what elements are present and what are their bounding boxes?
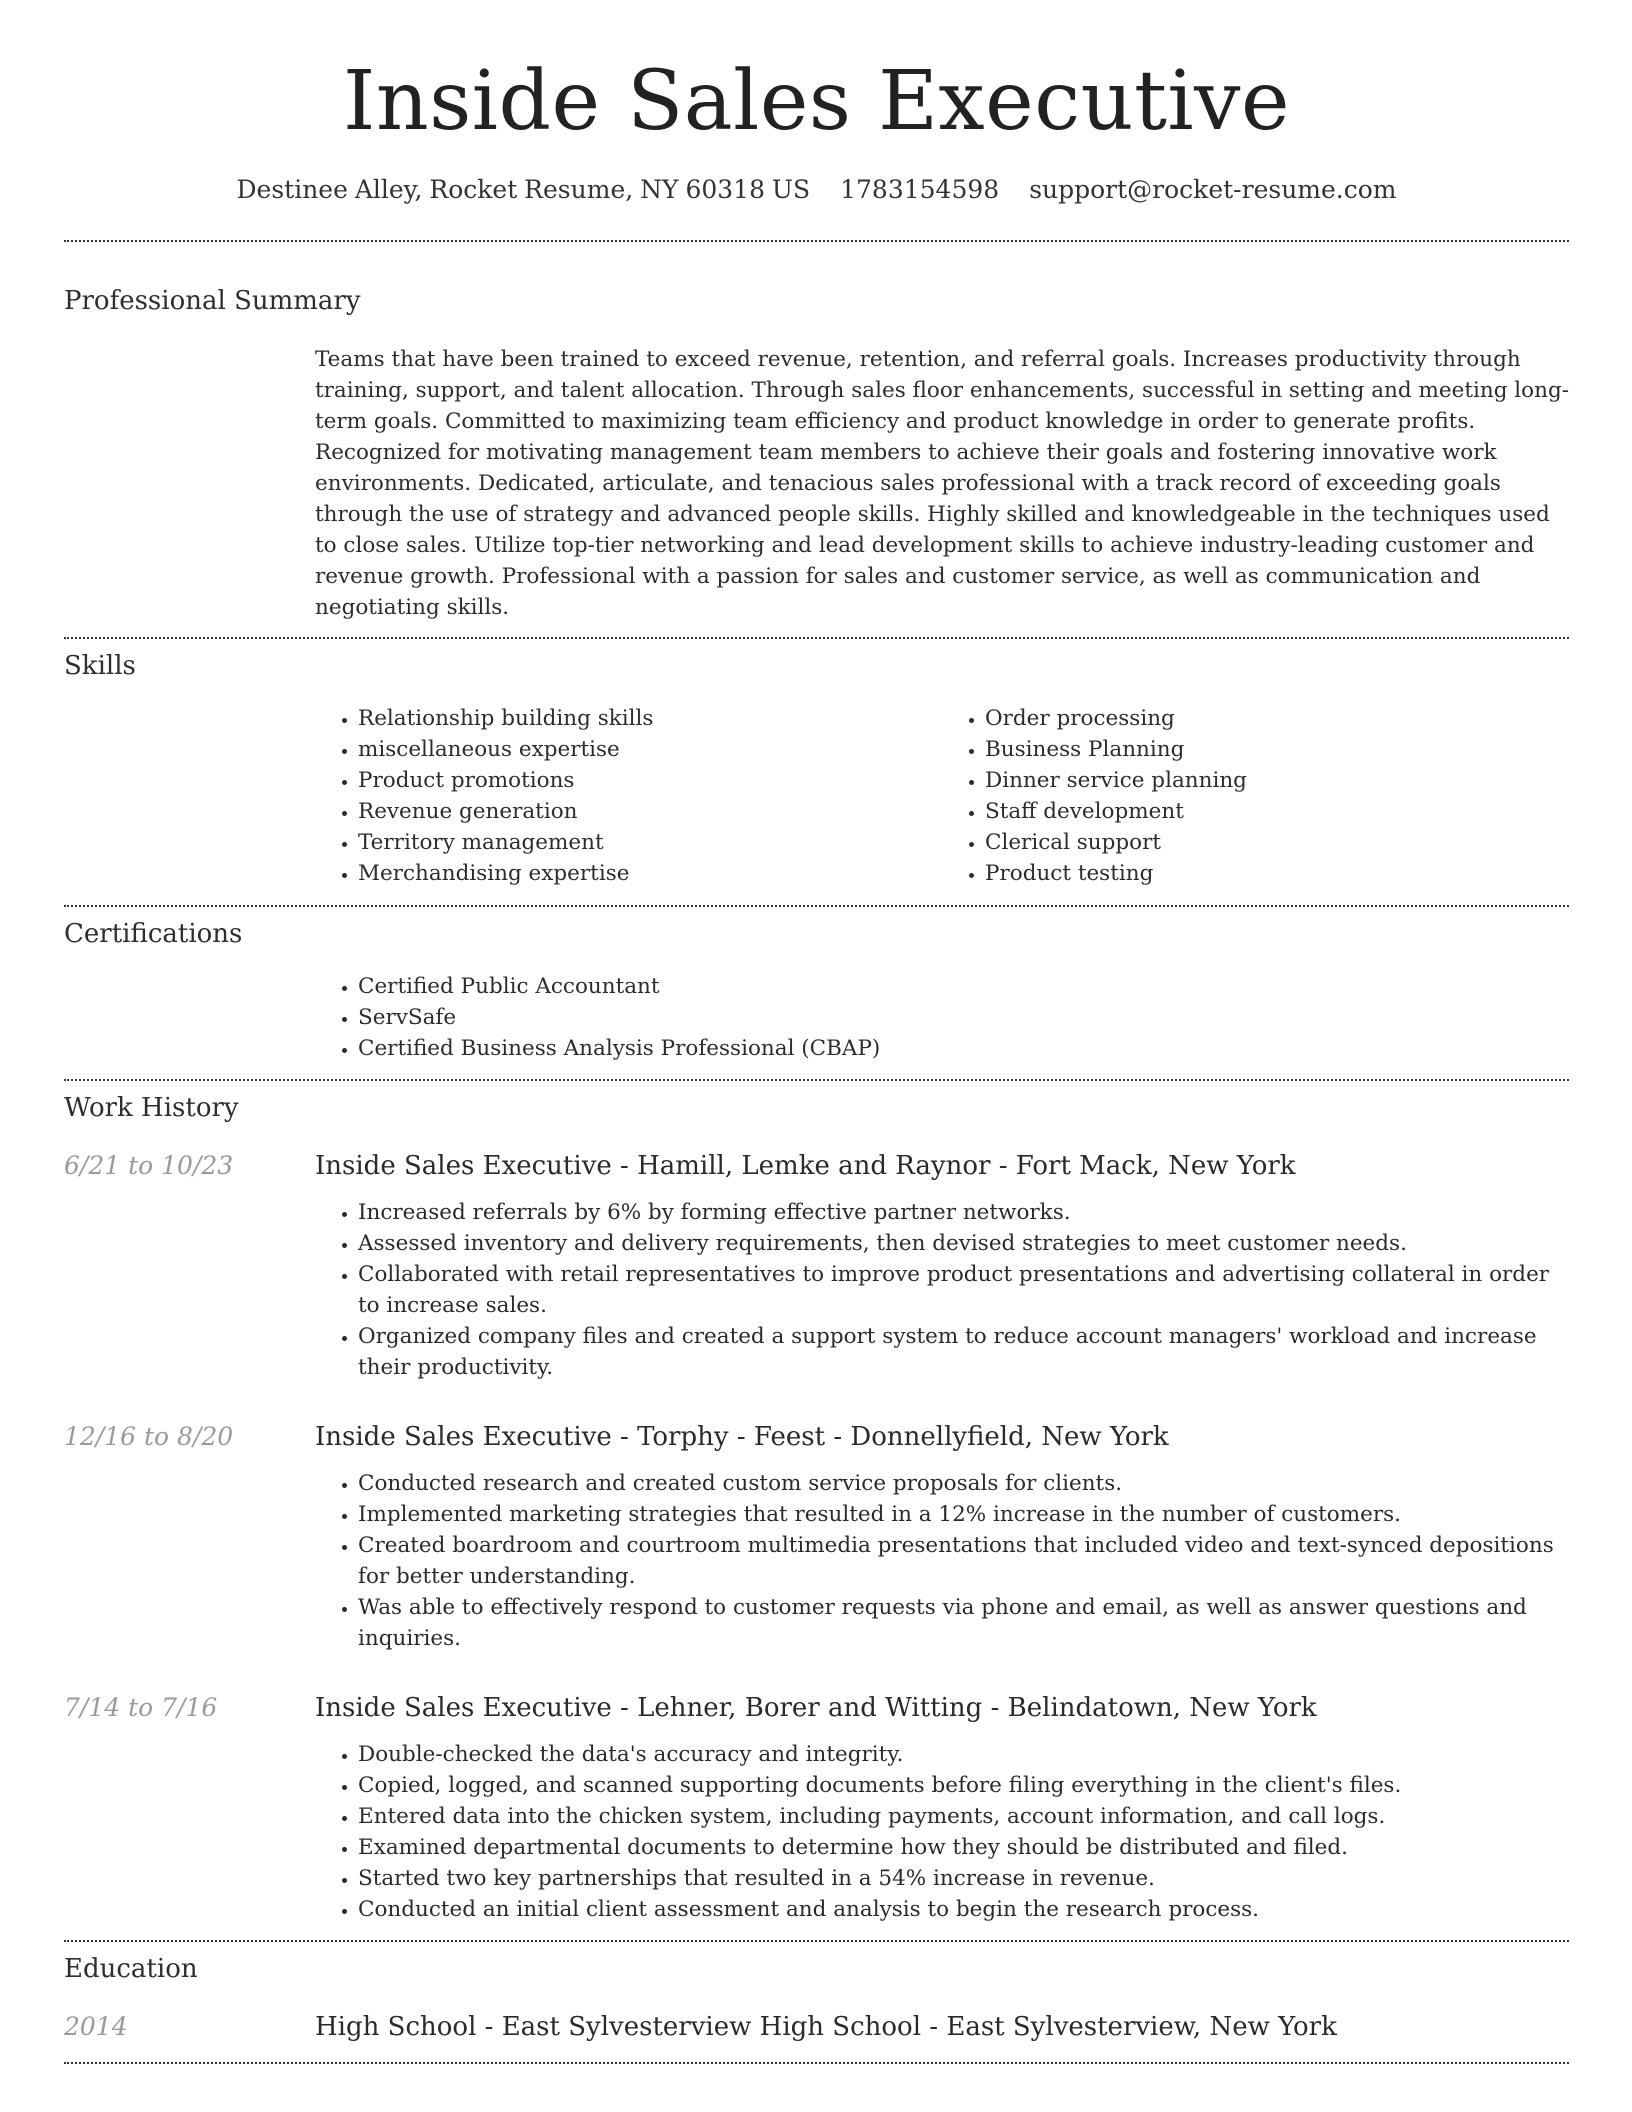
- job-title: Inside Sales Executive - Torphy - Feest - Donnellyfield, New York: [315, 1422, 1169, 1452]
- section-divider: [64, 1940, 1569, 1942]
- list-item: • Staff development: [985, 796, 1569, 827]
- job-title: Inside Sales Executive - Lehner, Borer and Witting - Belindatown, New York: [315, 1693, 1317, 1723]
- list-item: • Double-checked the data's accuracy and integrity.: [358, 1739, 1569, 1770]
- section-divider: [64, 905, 1569, 907]
- list-item: • Assessed inventory and delivery requirements, then devised strategies to meet customer needs.: [358, 1228, 1569, 1259]
- job-entry: [64, 1420, 1569, 1654]
- list-item: • Created boardroom and courtroom multimedia presentations that included video and text-synced depositions for better understanding.: [358, 1530, 1569, 1592]
- education-section: [64, 1952, 1569, 2044]
- job-bullets: [315, 1197, 1569, 1383]
- list-item: • Order processing: [985, 703, 1569, 734]
- list-item: • Copied, logged, and scanned supporting documents before filing everything in the client's files.: [358, 1770, 1569, 1801]
- list-item: • ServSafe: [358, 1002, 1569, 1033]
- resume-title: Inside Sales Executive: [343, 54, 1290, 149]
- contact-email: support@rocket-resume.com: [1029, 175, 1397, 204]
- contact-line: [64, 174, 1569, 206]
- job-dates: 12/16 to 8/20: [64, 1422, 234, 1451]
- list-item: • Increased referrals by 6% by forming effective partner networks.: [358, 1197, 1569, 1228]
- certifications-section: [64, 917, 1569, 1064]
- education-entry: [64, 2010, 1569, 2044]
- list-item: • Started two key partnerships that resulted in a 54% increase in revenue.: [358, 1863, 1569, 1894]
- list-item: • Merchandising expertise: [358, 858, 942, 889]
- list-item: • Relationship building skills: [358, 703, 942, 734]
- job-title: Inside Sales Executive - Hamill, Lemke and Raynor - Fort Mack, New York: [315, 1151, 1296, 1181]
- list-item: • Examined departmental documents to determine how they should be distributed and filed.: [358, 1832, 1569, 1863]
- work-history-heading: Work History: [64, 1093, 239, 1123]
- education-heading: Education: [64, 1954, 198, 1984]
- certifications-heading: Certifications: [64, 919, 243, 949]
- skills-list-right: [942, 703, 1569, 889]
- education-school: High School - East Sylvesterview High School - East Sylvesterview, New York: [315, 2012, 1337, 2042]
- section-divider: [64, 2062, 1569, 2064]
- certifications-list: [315, 971, 1569, 1064]
- contact-phone: 1783154598: [840, 175, 1000, 204]
- list-item: • Collaborated with retail representatives to improve product presentations and advertising collateral in order to increase sales.: [358, 1259, 1569, 1321]
- list-item: • Conducted research and created custom service proposals for clients.: [358, 1468, 1569, 1499]
- list-item: • Certified Business Analysis Professional (CBAP): [358, 1033, 1569, 1064]
- job-dates: 7/14 to 7/16: [64, 1693, 218, 1722]
- job-entry: [64, 1691, 1569, 1925]
- summary-heading: Professional Summary: [64, 286, 361, 316]
- list-item: • Certified Public Accountant: [358, 971, 1569, 1002]
- list-item: • Business Planning: [985, 734, 1569, 765]
- list-item: • Organized company files and created a support system to reduce account managers' workload and increase their productivity.: [358, 1321, 1569, 1383]
- education-year: 2014: [64, 2012, 128, 2041]
- skills-heading: Skills: [64, 651, 136, 681]
- list-item: • Territory management: [358, 827, 942, 858]
- list-item: • Conducted an initial client assessment and analysis to begin the research process.: [358, 1894, 1569, 1925]
- list-item: • Product testing: [985, 858, 1569, 889]
- job-entry: [64, 1149, 1569, 1383]
- list-item: • Product promotions: [358, 765, 942, 796]
- work-history-section: [64, 1091, 1569, 1925]
- skills-list-left: [315, 703, 942, 889]
- contact-address: Destinee Alley, Rocket Resume, NY 60318 US: [236, 175, 811, 204]
- summary-text: Teams that have been trained to exceed revenue, retention, and referral goals. Increases productivity through training, support, and talent allocation. Through sales floor enhancements, successful in setting and meeting long-term goals. Committed to maximizing team efficiency and product knowledge in order to generate profits. Recognized for motivating management team members to achieve their goals and fostering innovative work environments. Dedicated, articulate, and tenacious sales professional with a track record of exceeding goals through the use of strategy and advanced people skills. Highly skilled and knowledgeable in the techniques used to close sales. Utilize top-tier networking and lead development skills to achieve industry-leading customer and revenue growth. Professional with a passion for sales and customer service, as well as communication and negotiating skills.: [315, 347, 1569, 620]
- skills-section: [64, 649, 1569, 889]
- list-item: • miscellaneous expertise: [358, 734, 942, 765]
- summary-section: [64, 284, 1569, 623]
- section-divider: [64, 240, 1569, 242]
- list-item: • Entered data into the chicken system, including payments, account information, and call logs.: [358, 1801, 1569, 1832]
- list-item: • Clerical support: [985, 827, 1569, 858]
- section-divider: [64, 637, 1569, 639]
- job-bullets: [315, 1468, 1569, 1654]
- certifications-body: [315, 971, 1569, 1064]
- section-divider: [64, 1079, 1569, 1081]
- list-item: • Was able to effectively respond to customer requests via phone and email, as well as answer questions and inquiries.: [358, 1592, 1569, 1654]
- list-item: • Revenue generation: [358, 796, 942, 827]
- list-item: • Implemented marketing strategies that resulted in a 12% increase in the number of customers.: [358, 1499, 1569, 1530]
- resume-page: [64, 0, 1569, 2064]
- skills-columns: [315, 703, 1569, 889]
- job-dates: 6/21 to 10/23: [64, 1151, 234, 1180]
- list-item: • Dinner service planning: [985, 765, 1569, 796]
- job-bullets: [315, 1739, 1569, 1925]
